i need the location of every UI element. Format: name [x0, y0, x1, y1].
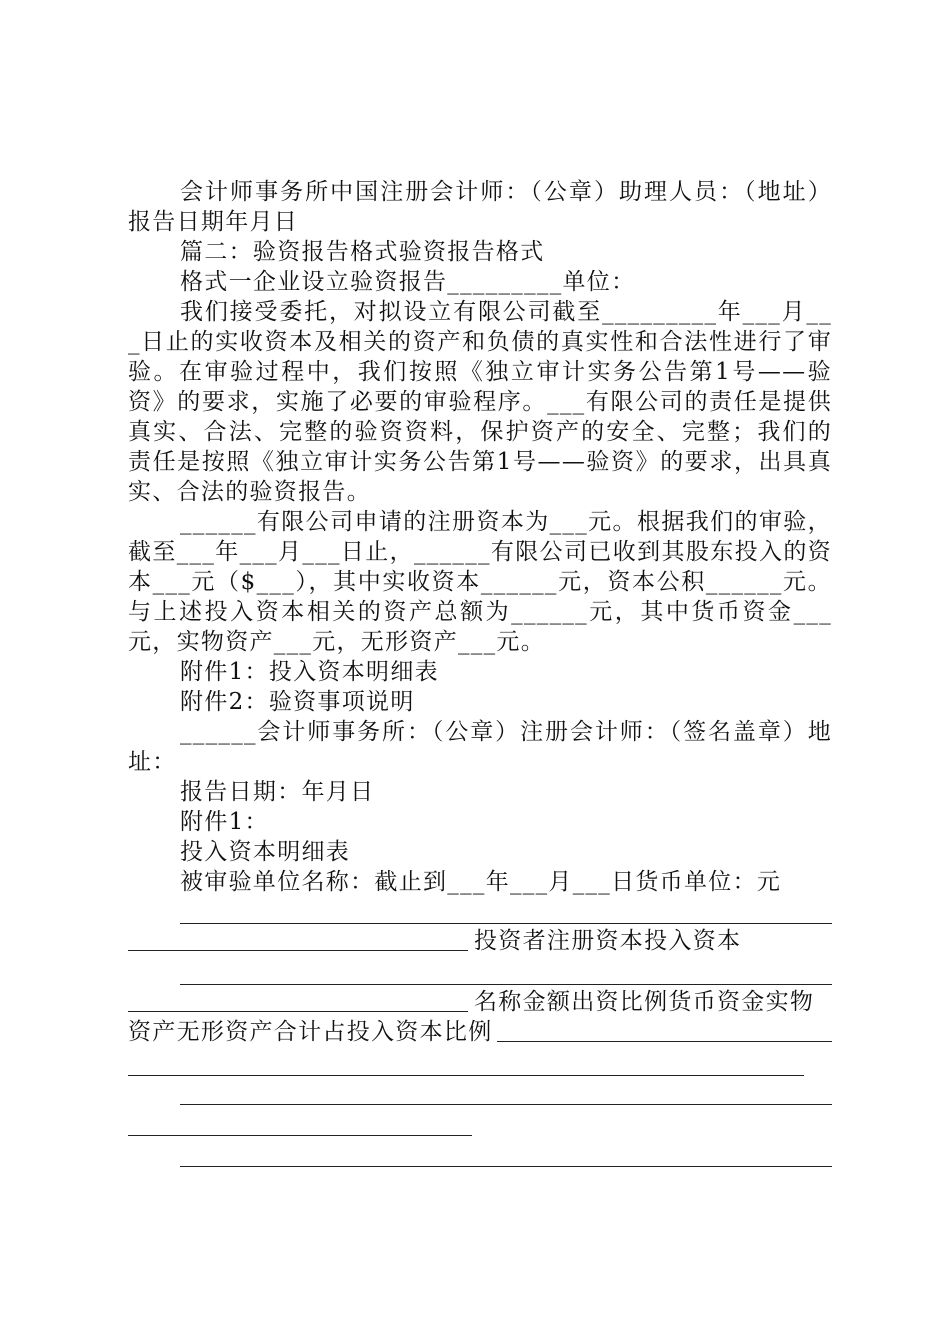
paragraph-format-title: 格式一企业设立验资报告_________单位：: [180, 269, 636, 295]
table-rule: [128, 950, 468, 951]
table-rule: [180, 923, 832, 924]
document-page: [128, 177, 832, 1167]
paragraph-capital-details: ______有限公司申请的注册资本为___元。根据我们的审验，截至___年___月___日止，______有限公司已收到其股东投入的资本___元（$___），其中实收资本______元，资本公积______元。与上述投入资本相关的资产总额为______元，其中货币资金___元，实物资产___元，无形资产___元。: [128, 509, 832, 655]
paragraph-audited-unit: 被审验单位名称：截止到___年___月___日货币单位：元: [180, 869, 782, 895]
paragraph-signature-block: 会计师事务所中国注册会计师：（公章）助理人员：（地址）报告日期年月日: [128, 179, 832, 235]
table-rule: [497, 1041, 833, 1042]
paragraph-table-title: 投入资本明细表: [180, 839, 351, 865]
paragraph-report-date: 报告日期：年月日: [180, 779, 375, 805]
paragraph-audit-scope: 我们接受委托，对拟设立有限公司截至_________年___月___日止的实收资本及相关的资产和负债的真实性和合法性进行了审验。在审验过程中，我们按照《独立审计实务公告第1号——验资》的要求，实施了必要的审验程序。___有限公司的责任是提供真实、合法、完整的验资资料，保护资产的安全、完整；我们的责任是按照《独立审计实务公告第1号——验资》的要求，出具真实、合法的验资报告。: [128, 299, 832, 505]
paragraph-firm-signature: ______会计师事务所：（公章）注册会计师：（签名盖章）地址：: [128, 719, 832, 775]
table-rule: [128, 1011, 468, 1012]
table-rule: [180, 984, 832, 985]
paragraph-attachment-1: 附件1：投入资本明细表: [180, 659, 439, 685]
paragraph-section-heading: 篇二：验资报告格式验资报告格式: [180, 239, 545, 265]
paragraph-attachment-2: 附件2：验资事项说明: [180, 689, 415, 715]
table-header-investor: 投资者注册资本投入资本: [474, 928, 742, 954]
table-header-columns-a: 名称金额出资比例货币资金实物: [474, 989, 815, 1015]
table-header-columns-b: 资产无形资产合计占投入资本比例: [128, 1019, 493, 1045]
table-rule: [180, 1166, 832, 1167]
paragraph-attachment-label: 附件1：: [180, 809, 269, 835]
